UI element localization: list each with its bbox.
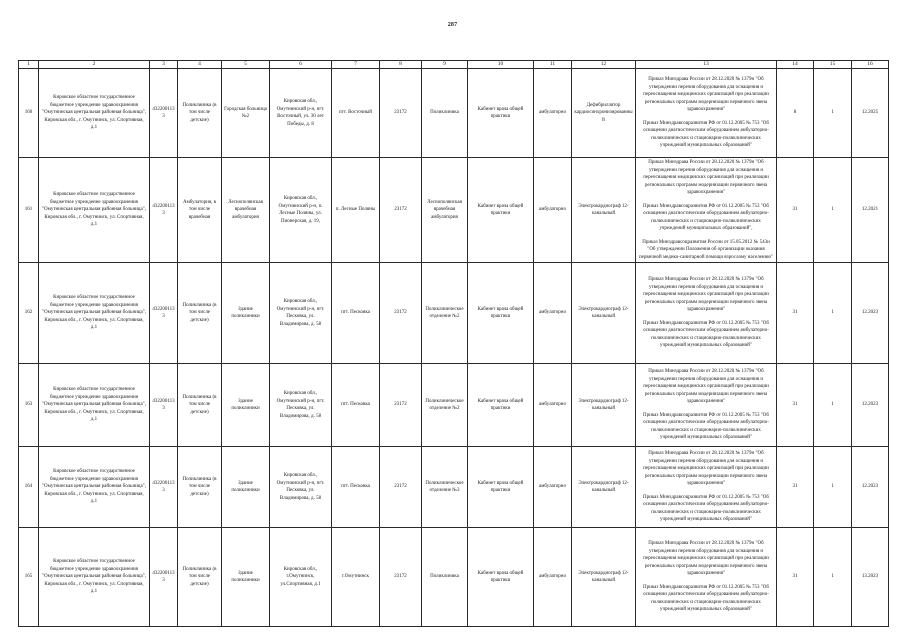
table-row xyxy=(19,528,889,627)
cell-settlement: п. Лесные Поляны xyxy=(332,158,380,263)
column-number-header: 5 xyxy=(222,61,270,69)
cell-legal-basis xyxy=(636,447,777,528)
cell-division-type: Поликлиника (в том числе детские) xyxy=(178,69,222,158)
cell-settlement: пгт. Восточный xyxy=(332,69,380,158)
legal-order-paragraph: Приказ Минздравсоцразвития России от 15.05.2012 № 543н "Об утверждении Положения об организации оказания первичной медико-санитарной помощи взрослому населению" xyxy=(638,239,774,260)
table-body xyxy=(19,69,889,627)
table-row xyxy=(19,158,889,263)
header-row xyxy=(19,61,889,69)
cell-col16: 12.2023 xyxy=(852,263,889,364)
cell-office: Кабинет врача общей практики xyxy=(468,158,534,263)
cell-col15: 1 xyxy=(814,528,852,627)
table-row xyxy=(19,69,889,158)
cell-equipment: Электрокардиограф 12-канальный xyxy=(572,364,636,447)
cell-organization: Кировское областное государственное бюджетное учреждение здравоохранения "Омутнинская центральная районная больница", Кировская обл., г. Омутнинск, ул. Спортивная, д.1 xyxy=(39,263,150,364)
table-header-row xyxy=(19,61,889,69)
cell-care-conditions: амбулаторно xyxy=(534,263,572,364)
cell-col16: 12.2025 xyxy=(852,69,889,158)
cell-division-type: Амбулатория, в том числе врачебная xyxy=(178,158,222,263)
cell-organization: Кировское областное государственное бюджетное учреждение здравоохранения "Омутнинская центральная районная больница", Кировская обл., г. Омутнинск, ул. Спортивная, д.1 xyxy=(39,158,150,263)
cell-care-conditions: амбулаторно xyxy=(534,158,572,263)
column-number-header: 8 xyxy=(380,61,422,69)
column-number-header: 4 xyxy=(178,61,222,69)
column-number-header: 15 xyxy=(814,61,852,69)
cell-office: Кабинет врача общей практики xyxy=(468,69,534,158)
cell-population: 23172 xyxy=(380,447,422,528)
cell-col14: 31 xyxy=(777,528,814,627)
column-number-header: 13 xyxy=(636,61,777,69)
column-number-header: 1 xyxy=(19,61,39,69)
cell-col15: 1 xyxy=(814,69,852,158)
legal-order-paragraph: Приказ Минздравсоцразвития РФ от 01.12.2005 № 753 "Об оснащении диагностическим оборудованием амбулаторно-поликлинических и стационарно-поликлинических учреждений муниципальных образований", xyxy=(643,203,769,231)
cell-col16: 12.2021 xyxy=(852,158,889,263)
cell-code: 4322001133 xyxy=(150,263,178,364)
cell-legal-basis xyxy=(636,364,777,447)
cell-office: Кабинет врача общей практики xyxy=(468,447,534,528)
column-number-header: 3 xyxy=(150,61,178,69)
cell-division-name: Здание поликлиники xyxy=(222,263,270,364)
legal-order-paragraph: Приказ Минздрава России от 28.12.2020 № 1379н "Об утверждении перечня оборудования для оснащения и переоснащения медицинских организаций при реализации региональных программ модернизации первичного звена здравоохранения" xyxy=(643,277,769,313)
cell-legal-basis xyxy=(636,528,777,627)
cell-division-name: Здание поликлиники xyxy=(222,528,270,627)
cell-code: 4322001133 xyxy=(150,69,178,158)
cell-division-name: Здание поликлиники xyxy=(222,447,270,528)
cell-code: 4322001133 xyxy=(150,528,178,627)
legal-order-paragraph: Приказ Минздрава России от 28.12.2020 № 1379н "Об утверждении перечня оборудования для оснащения и переоснащения медицинских организаций при реализации региональных программ модернизации первичного звена здравоохранения" xyxy=(643,77,769,113)
cell-organization: Кировское областное государственное бюджетное учреждение здравоохранения "Омутнинская центральная районная больница", Кировская обл., г. Омутнинск, ул. Спортивная, д.1 xyxy=(39,528,150,627)
cell-col15: 1 xyxy=(814,263,852,364)
cell-address: Кировская обл., Омутнинский р-н, пгт. Песковка, ул. Владимирова, д. 58 xyxy=(270,447,332,528)
cell-care-conditions: амбулаторно xyxy=(534,447,572,528)
cell-unit-name: Поликлиника xyxy=(422,528,468,627)
cell-population: 23172 xyxy=(380,263,422,364)
cell-division-name: Здание поликлиники xyxy=(222,364,270,447)
cell-address: Кировская обл., Омутнинский р-н, пгт. Восточный, ул. 30 лет Победы, д. 8 xyxy=(270,69,332,158)
table-row xyxy=(19,263,889,364)
cell-code: 4322001133 xyxy=(150,447,178,528)
legal-order-paragraph: Приказ Минздрава России от 28.12.2020 № 1379н "Об утверждении перечня оборудования для оснащения и переоснащения медицинских организаций при реализации региональных программ модернизации первичного звена здравоохранения" xyxy=(643,451,769,487)
cell-col15: 1 xyxy=(814,447,852,528)
cell-equipment: Электрокардиограф 12-канальный xyxy=(572,158,636,263)
cell-organization: Кировское областное государственное бюджетное учреждение здравоохранения "Омутнинская центральная районная больница", Кировская обл., г. Омутнинск, ул. Спортивная, д.1 xyxy=(39,69,150,158)
cell-settlement: г.Омутнинск xyxy=(332,528,380,627)
cell-col16: 12.2023 xyxy=(852,447,889,528)
cell-address: Кировская обл., Омутнинский р-н, пгт. Песковка, ул. Владимирова, д. 58 xyxy=(270,364,332,447)
cell-division-type: Поликлиника (в том числе детские) xyxy=(178,528,222,627)
cell-population: 23172 xyxy=(380,364,422,447)
cell-settlement: пгт. Песковка xyxy=(332,447,380,528)
legal-order-paragraph: Приказ Минздравсоцразвития РФ от 01.12.2005 № 753 "Об оснащении диагностическим оборудованием амбулаторно-поликлинических и стационарно-поликлинических учреждений муниципальных образований" xyxy=(643,584,769,613)
column-number-header: 12 xyxy=(572,61,636,69)
cell-office: Кабинет врача общей практики xyxy=(468,528,534,627)
cell-unit-name: Леснополянская врачебная амбулатория xyxy=(422,158,468,263)
cell-col14: 31 xyxy=(777,263,814,364)
legal-order-paragraph: Приказ Минздрава России от 28.12.2020 № 1379н "Об утверждении перечня оборудования для оснащения и переоснащения медицинских организаций при реализации региональных программ модернизации первичного звена здравоохранения" xyxy=(643,369,769,405)
cell-legal-basis xyxy=(636,69,777,158)
cell-division-type: Поликлиника (в том числе детские) xyxy=(178,447,222,528)
cell-settlement: пгт. Песковка xyxy=(332,263,380,364)
cell-col15: 1 xyxy=(814,158,852,263)
cell-col16: 12.2023 xyxy=(852,364,889,447)
cell-equipment: Дефибриллятор кардиосинхронизированный xyxy=(572,69,636,158)
cell-unit-name: Поликлиническое отделение №2 xyxy=(422,263,468,364)
cell-row-number: 163 xyxy=(19,364,39,447)
cell-row-number: 164 xyxy=(19,447,39,528)
cell-col14: 8 xyxy=(777,69,814,158)
cell-population: 23172 xyxy=(380,158,422,263)
cell-equipment: Электрокардиограф 12-канальный xyxy=(572,447,636,528)
legal-order-paragraph: Приказ Минздравсоцразвития РФ от 01.12.2005 № 753 "Об оснащении диагностическим оборудованием амбулаторно-поликлинических и стационарно-поликлинических учреждений муниципальных образований" xyxy=(643,494,769,523)
cell-population: 23172 xyxy=(380,69,422,158)
cell-office: Кабинет врача общей практики xyxy=(468,364,534,447)
cell-unit-name: Поликлиническое отделение №2 xyxy=(422,364,468,447)
legal-order-paragraph: Приказ Минздравсоцразвития РФ от 01.12.2005 № 753 "Об оснащении диагностическим оборудованием амбулаторно-поликлинических и стационарно-поликлинических учреждений муниципальных образований" xyxy=(643,412,769,441)
column-number-header: 16 xyxy=(852,61,889,69)
table-row xyxy=(19,364,889,447)
cell-row-number: 165 xyxy=(19,528,39,627)
page-number: 287 xyxy=(447,22,458,28)
cell-settlement: пгт. Песковка xyxy=(332,364,380,447)
legal-order-paragraph: Приказ Минздравсоцразвития РФ от 01.12.2005 № 753 "Об оснащении диагностическим оборудованием амбулаторно-поликлинических и стационарно-поликлинических учреждений муниципальных образований" xyxy=(643,120,769,149)
column-number-header: 11 xyxy=(534,61,572,69)
column-number-header: 10 xyxy=(468,61,534,69)
legal-order-paragraph: Приказ Минздравсоцразвития РФ от 01.12.2005 № 753 "Об оснащении диагностическим оборудованием амбулаторно-поликлинических и стационарно-поликлинических учреждений муниципальных образований" xyxy=(643,320,769,349)
cell-code: 4322001133 xyxy=(150,158,178,263)
legal-order-paragraph: Приказ Минздрава России от 28.12.2020 № 1379н "Об утверждении перечня оборудования для оснащения и переоснащения медицинских организаций при реализации региональных программ модернизации первичного звена здравоохранения" xyxy=(643,160,769,195)
table-row xyxy=(19,447,889,528)
cell-address: Кировская обл., Омутнинский р-н, пгт. Песковка, ул. Владимирова, д. 58 xyxy=(270,263,332,364)
column-number-header: 14 xyxy=(777,61,814,69)
cell-row-number: 162 xyxy=(19,263,39,364)
cell-organization: Кировское областное государственное бюджетное учреждение здравоохранения "Омутнинская центральная районная больница", Кировская обл., г. Омутнинск, ул. Спортивная, д.1 xyxy=(39,447,150,528)
cell-code: 4322001133 xyxy=(150,364,178,447)
cell-col16: 13.2023 xyxy=(852,528,889,627)
column-number-header: 6 xyxy=(270,61,332,69)
column-number-header: 2 xyxy=(39,61,150,69)
cell-division-type: Поликлиника (в том числе детские) xyxy=(178,263,222,364)
cell-legal-basis xyxy=(636,263,777,364)
cell-division-name: Городская больница №2 xyxy=(222,69,270,158)
cell-equipment: Электрокардиограф 12-канальный xyxy=(572,528,636,627)
cell-row-number: 160 xyxy=(19,69,39,158)
cell-population: 23172 xyxy=(380,528,422,627)
cell-division-name: Леснополянская врачебная амбулатория xyxy=(222,158,270,263)
cell-care-conditions: амбулаторно xyxy=(534,69,572,158)
cell-address: Кировская обл., г.Омутнинск, ул.Спортивная, д.1 xyxy=(270,528,332,627)
cell-care-conditions: амбулаторно xyxy=(534,528,572,627)
legal-order-paragraph: Приказ Минздрава России от 28.12.2020 № 1379н "Об утверждении перечня оборудования для оснащения и переоснащения медицинских организаций при реализации региональных программ модернизации первичного звена здравоохранения" xyxy=(643,541,769,577)
cell-row-number: 161 xyxy=(19,158,39,263)
cell-office: Кабинет врача общей практики xyxy=(468,263,534,364)
cell-unit-name: Поликлиническое отделение №3 xyxy=(422,447,468,528)
column-number-header: 7 xyxy=(332,61,380,69)
cell-equipment: Электрокардиограф 12-канальный xyxy=(572,263,636,364)
cell-organization: Кировское областное государственное бюджетное учреждение здравоохранения "Омутнинская центральная районная больница", Кировская обл., г. Омутнинск, ул. Спортивная, д.1 xyxy=(39,364,150,447)
cell-legal-basis xyxy=(636,158,777,263)
cell-unit-name: Поликлиника xyxy=(422,69,468,158)
equipment-register-table xyxy=(18,60,889,627)
cell-care-conditions: амбулаторно xyxy=(534,364,572,447)
cell-col14: 31 xyxy=(777,447,814,528)
cell-col14: 31 xyxy=(777,364,814,447)
cell-address: Кировская обл., Омутнинский р-н, п. Лесные Поляны, ул. Пионерская, д. 19, xyxy=(270,158,332,263)
column-number-header: 9 xyxy=(422,61,468,69)
cell-col14: 31 xyxy=(777,158,814,263)
cell-col15: 1 xyxy=(814,364,852,447)
cell-division-type: Поликлиника (в том числе детские) xyxy=(178,364,222,447)
